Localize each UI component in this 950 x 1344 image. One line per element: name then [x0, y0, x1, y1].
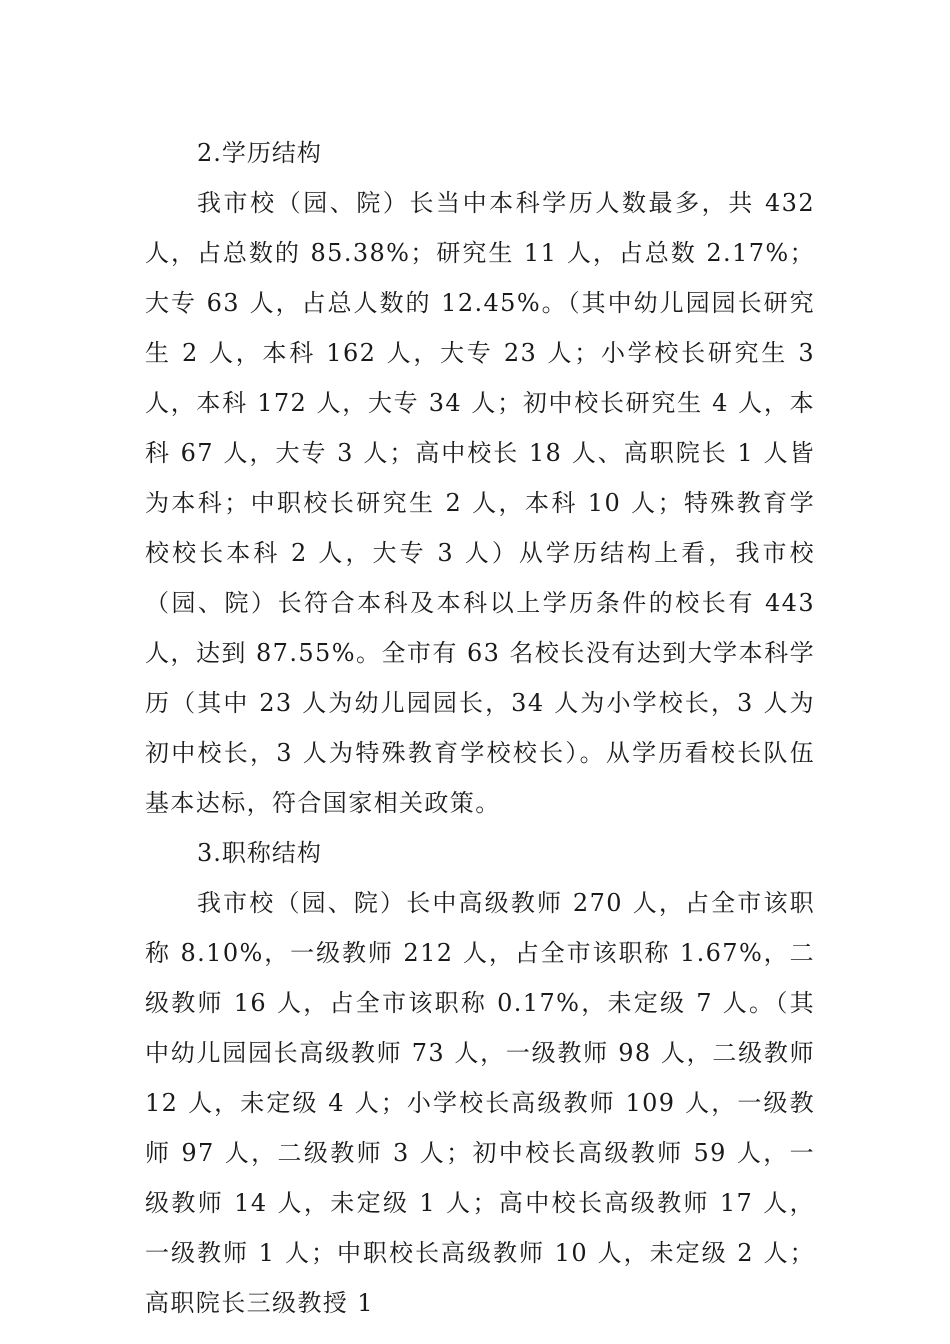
document-body	[145, 128, 815, 1328]
paragraph-education: 我市校（园、院）长当中本科学历人数最多，共 432 人，占总数的 85.38%；研究生 11 人，占总数 2.17%；大专 63 人，占总人数的 12.45%。（其中幼儿园园长研究生 2 人，本科 162 人，大专 23 人；小学校长研究生 3 人，本科 172 人，大专 34 人；初中校长研究生 4 人，本科 67 人，大专 3 人；高中校长 18 人、高职院长 1 人皆为本科；中职校长研究生 2 人，本科 10 人；特殊教育学校校长本科 2 人，大专 3 人）从学历结构上看，我市校（园、院）长符合本科及本科以上学历条件的校长有 443 人，达到 87.55%。全市有 63 名校长没有达到大学本科学历（其中 23 人为幼儿园园长，34 人为小学校长，3 人为初中校长，3 人为特殊教育学校校长）。从学历看校长队伍基本达标，符合国家相关政策。	[145, 189, 815, 817]
section-heading-education: 2.学历结构	[197, 139, 322, 167]
paragraph-professional-title: 我市校（园、院）长中高级教师 270 人，占全市该职称 8.10%，一级教师 212 人，占全市该职称 1.67%，二级教师 16 人，占全市该职称 0.17%，未定级 7 人。（其中幼儿园园长高级教师 73 人，一级教师 98 人，二级教师 12 人，未定级 4 人；小学校长高级教师 109 人，一级教师 97 人，二级教师 3 人；初中校长高级教师 59 人，一级教师 14 人，未定级 1 人；高中校长高级教师 17 人，一级教师 1 人；中职校长高级教师 10 人，未定级 2 人；高职院长三级教授 1	[145, 889, 815, 1317]
section-heading-professional-title: 3.职称结构	[197, 839, 322, 867]
